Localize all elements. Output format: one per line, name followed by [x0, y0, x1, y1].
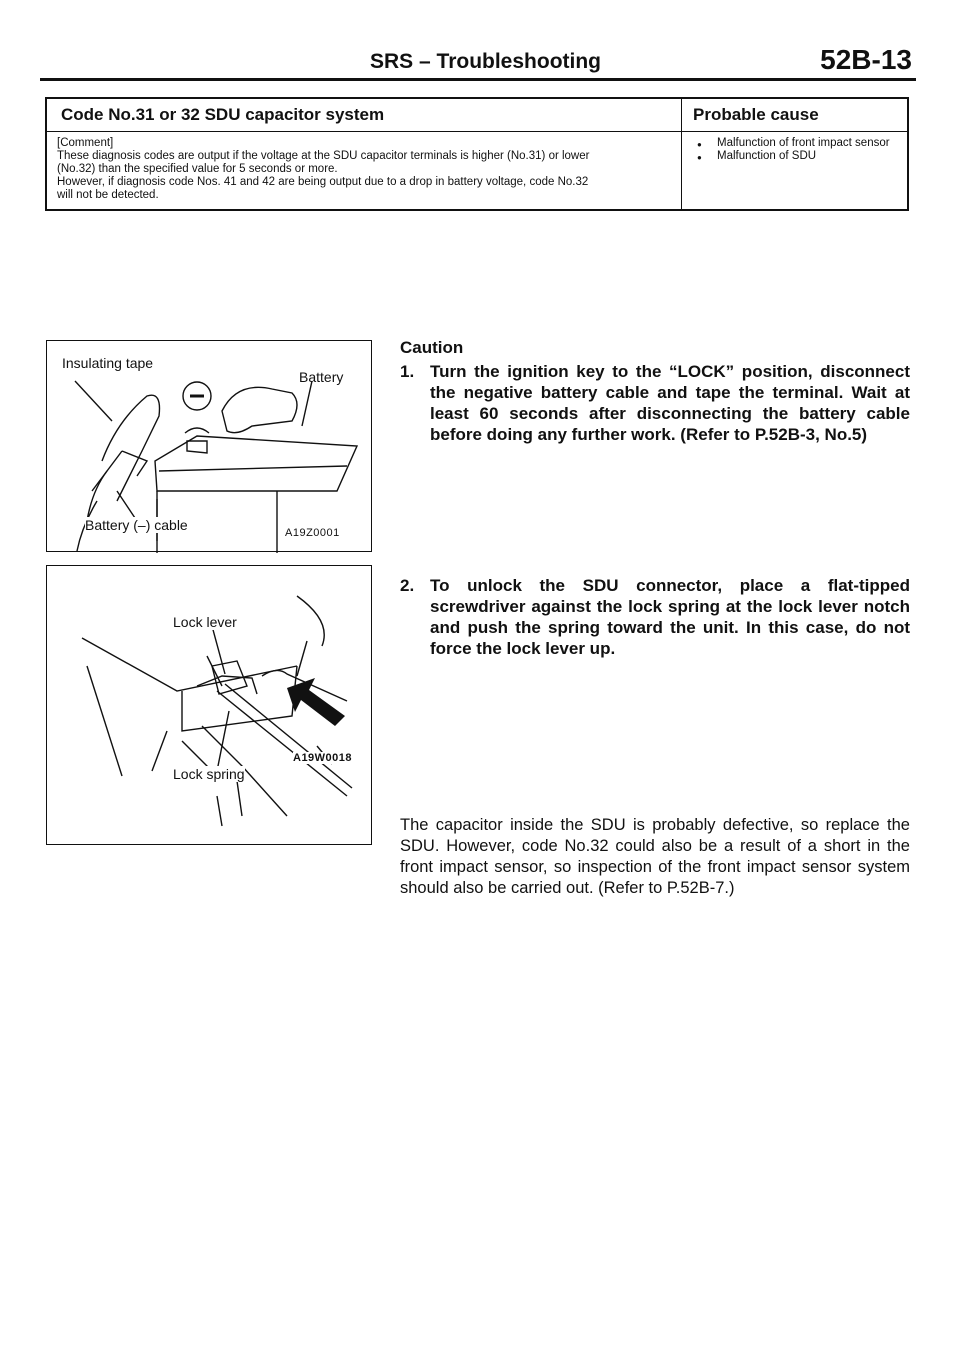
cause-item: ● Malfunction of SDU	[695, 150, 905, 163]
comment-label: [Comment]	[57, 137, 114, 149]
cause-column-header: Probable cause	[693, 105, 819, 124]
figure-code: A19Z0001	[285, 527, 340, 539]
step-number: 2.	[400, 576, 415, 595]
sdu-connector-illustration	[46, 565, 372, 845]
battery-cable-label: Battery (–) cable	[85, 517, 188, 533]
lock-lever-label: Lock lever	[173, 614, 237, 630]
code-column-header: Code No.31 or 32 SDU capacitor system	[61, 105, 385, 124]
section-title: SRS – Troubleshooting	[370, 50, 602, 73]
battery-illustration	[46, 340, 372, 552]
connector-drawing	[47, 566, 373, 846]
step-number: 1.	[400, 362, 415, 381]
insulating-tape-label: Insulating tape	[62, 355, 154, 371]
step-text: To unlock the SDU connector, place a flat-tipped screwdriver against the lock spring at the lock lever notch and push the spring toward the unit. In this case, do not force the lock lever up.	[430, 576, 910, 658]
page-number: 52B-13	[820, 44, 912, 75]
caution-step-1	[400, 361, 910, 445]
diagnosis-code-table	[45, 97, 909, 211]
page-header	[40, 46, 916, 81]
caution-heading: Caution	[400, 338, 464, 357]
lock-spring-label: Lock spring	[173, 766, 245, 782]
comment-line: (No.32) than the specified value for 5 seconds or more.	[57, 163, 338, 175]
comment-line: will not be detected.	[57, 189, 159, 201]
comment-text	[57, 137, 677, 202]
probable-cause-list	[695, 137, 905, 163]
column-divider	[681, 99, 682, 209]
step-text: Turn the ignition key to the “LOCK” position, disconnect the negative battery cable and tape the terminal. Wait at least 60 seconds after disconnecting the battery cable before doing any further work. (Refer to P.52B-3, No.5)	[430, 362, 910, 444]
table-header	[47, 99, 907, 132]
unlock-step-2	[400, 575, 910, 659]
comment-line: However, if diagnosis code Nos. 41 and 42 are being output due to a drop in battery voltage, code No.32	[57, 176, 589, 188]
comment-line: These diagnosis codes are output if the voltage at the SDU capacitor terminals is higher (No.31) or lower	[57, 150, 590, 162]
battery-label: Battery	[299, 369, 344, 385]
replacement-note: The capacitor inside the SDU is probably defective, so replace the SDU. However, code No.32 could also be a result of a short in the front impact sensor, so inspection of the front impact sensor system should also be carried out. (Refer to P.52B-7.)	[400, 816, 910, 897]
cause-item: ● Malfunction of front impact sensor	[695, 137, 905, 150]
figure-code: A19W0018	[293, 752, 353, 764]
